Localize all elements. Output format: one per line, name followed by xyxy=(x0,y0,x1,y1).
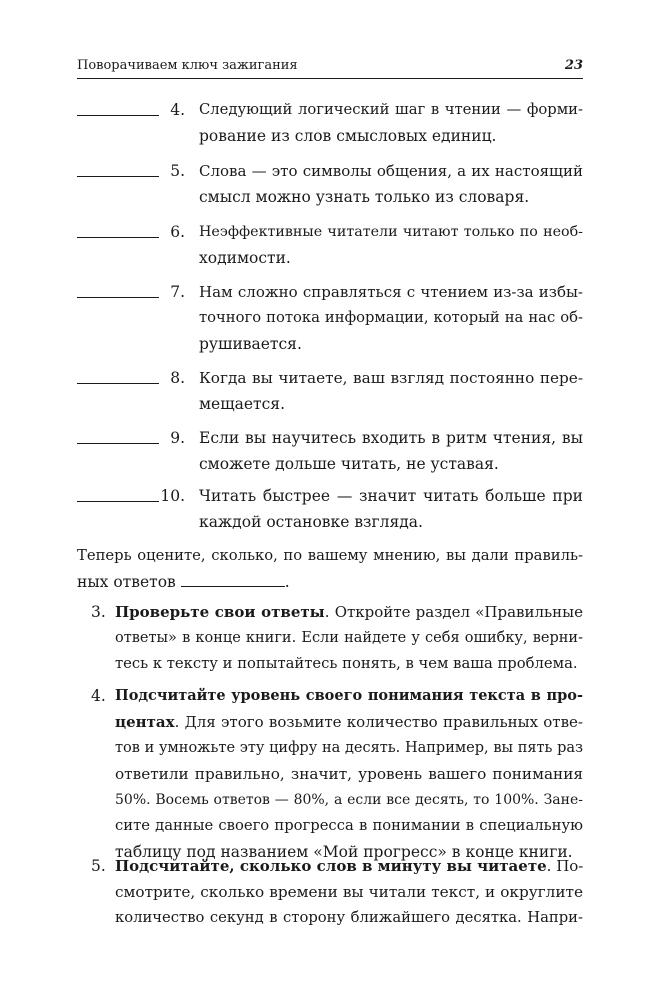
statement-number: 7. xyxy=(170,283,185,301)
text-line: Следующий логический шаг в чтении — форми- xyxy=(199,101,583,118)
page-number: 23 xyxy=(564,58,583,73)
text-line: мещается. xyxy=(199,395,286,413)
text-line: тов и умножьте эту цифру на десять. Например, вы пять раз xyxy=(115,740,583,756)
statement-text xyxy=(199,279,583,357)
text-line: смысл можно узнать только из словаря. xyxy=(199,188,530,206)
header-rule xyxy=(77,78,583,79)
text-line: рование из слов смысловых единиц. xyxy=(199,127,497,145)
statement-number: 9. xyxy=(170,429,185,447)
text-line: ходимости. xyxy=(199,249,291,267)
text-line: Теперь оцените, сколько, по вашему мнению, вы дали правиль- xyxy=(77,547,583,564)
step-heading: Подсчитайте уровень своего понимания текста в про- xyxy=(115,687,583,704)
statement-text xyxy=(199,365,583,417)
text-line: Читать быстрее — значит читать больше при xyxy=(199,487,583,505)
step-heading: Проверьте свои ответы xyxy=(115,603,325,621)
statement-number: 10. xyxy=(160,487,185,505)
text-line: количество секунд в сторону ближайшего десятка. Напри- xyxy=(115,909,583,926)
estimate-prefix: ных ответов xyxy=(77,573,176,591)
estimate-paragraph xyxy=(77,543,583,595)
running-header-title: Поворачиваем ключ зажигания xyxy=(77,58,298,73)
answer-blank xyxy=(77,501,159,502)
answer-count-blank xyxy=(181,571,285,587)
text-line xyxy=(115,683,583,709)
text-line: сите данные своего прогресса в понимании в специальную xyxy=(115,817,583,834)
step-text xyxy=(115,683,583,865)
step-heading: Подсчитайте, сколько слов в минуту вы читаете xyxy=(115,857,547,875)
running-header xyxy=(77,57,583,75)
text-line: таблицу под названием «Мой прогресс» в конце книги. xyxy=(115,843,573,861)
text-line: сможете дольше читать, не уставая. xyxy=(199,455,499,473)
text-run: . По- xyxy=(546,857,584,875)
step-number: 4. xyxy=(91,687,106,705)
statement-text xyxy=(199,483,583,535)
answer-blank xyxy=(77,237,159,238)
text-line: Когда вы читаете, ваш взгляд постоянно пере- xyxy=(199,369,583,387)
estimate-suffix: . xyxy=(284,573,290,591)
text-line: Если вы научитесь входить в ритм чтения, вы xyxy=(199,429,583,447)
answer-blank xyxy=(77,297,159,298)
step-number: 5. xyxy=(91,857,106,875)
text-line xyxy=(115,709,583,735)
statement-text xyxy=(199,158,583,210)
text-line: смотрите, сколько времени вы читали текст, и округлите xyxy=(115,883,583,901)
text-line xyxy=(77,569,583,595)
answer-blank xyxy=(77,115,159,116)
step-text xyxy=(115,599,583,677)
text-run: . Откройте раздел «Правильные xyxy=(324,603,583,621)
text-run: . Для этого возьмите количество правильных отве- xyxy=(174,713,583,731)
text-line: Слова — это символы общения, а их настоящий xyxy=(199,162,583,180)
answer-blank xyxy=(77,443,159,444)
text-line xyxy=(115,853,583,879)
statement-number: 5. xyxy=(170,162,185,180)
text-line: каждой остановке взгляда. xyxy=(199,513,423,531)
text-line: тесь к тексту и попытайтесь понять, в чем ваша проблема. xyxy=(115,655,578,672)
answer-blank xyxy=(77,176,159,177)
text-line: ответили правильно, значит, уровень вашего понимания xyxy=(115,765,583,783)
statement-text xyxy=(199,425,583,477)
statement-number: 6. xyxy=(170,223,185,241)
answer-blank xyxy=(77,383,159,384)
step-heading-cont: центах xyxy=(115,713,175,731)
step-text xyxy=(115,853,583,931)
text-line: Нам сложно справляться с чтением из-за избы- xyxy=(199,283,583,301)
text-line: ответы» в конце книги. Если найдете у себя ошибку, верни- xyxy=(115,630,583,646)
step-number: 3. xyxy=(91,603,106,621)
statement-text xyxy=(199,97,583,149)
text-line: 50%. Восемь ответов — 80%, а если все десять, то 100%. Зане- xyxy=(115,792,583,808)
text-line xyxy=(115,599,583,625)
text-line: рушивается. xyxy=(199,335,302,353)
statement-text xyxy=(199,219,583,271)
statement-number: 4. xyxy=(170,101,185,119)
text-line: точного потока информации, который на нас об- xyxy=(199,309,583,326)
statement-number: 8. xyxy=(170,369,185,387)
text-line: Неэффективные читатели читают только по необ- xyxy=(199,224,583,240)
